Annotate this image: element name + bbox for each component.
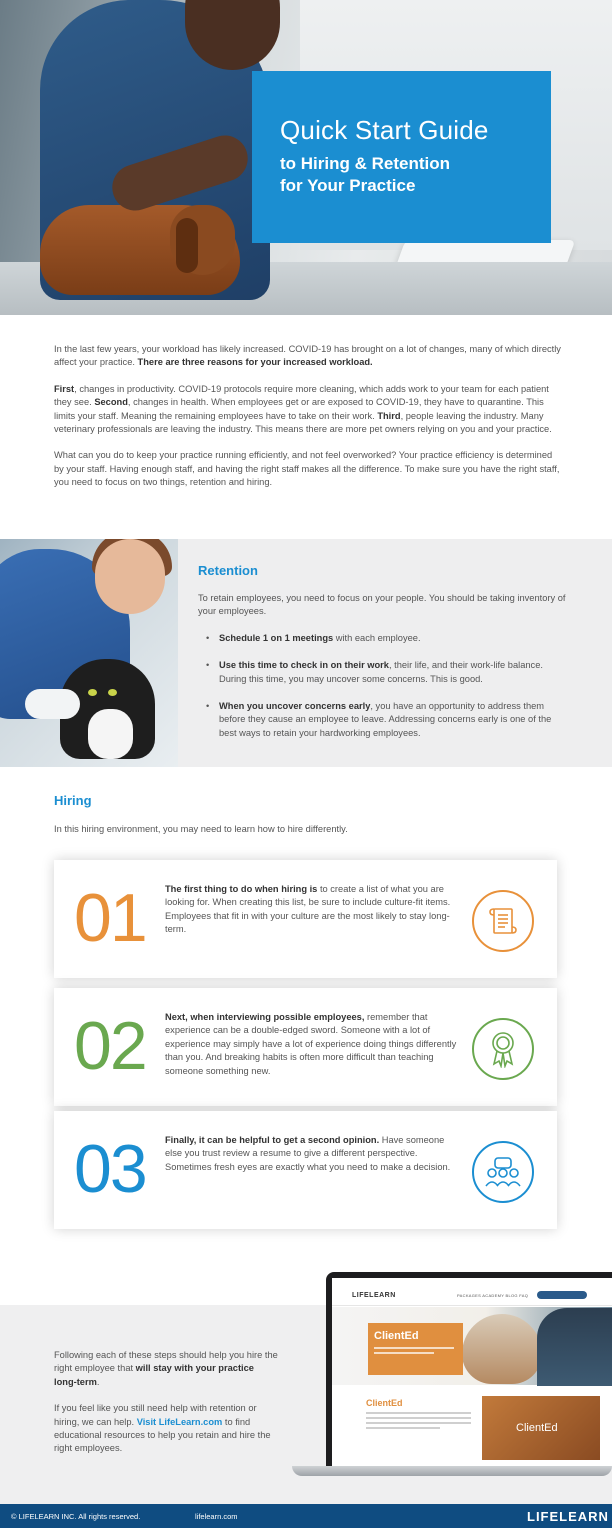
award-ribbon-icon — [472, 1018, 534, 1080]
intro-paragraph-3: What can you do to keep your practice running efficiently, and not feel overworked? Your practice efficiency is determined by your staff. Having enough staff, and having the right staff makes all the difference. To make sure you have the right staff, you need to focus on two things, retention and hiring. — [54, 450, 560, 488]
footer — [0, 1504, 612, 1528]
step-number: 01 — [74, 880, 146, 956]
site-logo: LIFELEARN — [352, 1292, 396, 1299]
intro-section — [54, 343, 564, 503]
retention-intro: To retain employees, you need to focus on your people. You should be taking inventory of your employees. — [198, 593, 566, 617]
closing-paragraph-1: Following each of these steps should help you hire the right employee that will stay with your practice long-term. — [54, 1350, 278, 1387]
group-people-icon — [472, 1141, 534, 1203]
laptop-mockup — [326, 1272, 612, 1477]
step-text: Next, when interviewing possible employees, remember that experience can be a double-edged sword. Someone with a lot of experience may simply have a lot of experience doing things differently than you. And breaking habits is often more difficult than teaching someone something new. — [165, 1012, 457, 1076]
list-item: • Schedule 1 on 1 meetings with each employee. — [206, 632, 568, 645]
hiring-step-2 — [54, 988, 557, 1106]
lifelearn-link[interactable]: Visit LifeLearn.com — [136, 1416, 223, 1427]
vet-with-cat-photo — [0, 539, 178, 767]
step-text: The first thing to do when hiring is to create a list of what you are looking for. When creating this list, be sure to include culture-fit items. Employees that fit in with your culture are the most likely to stay long-term. — [165, 884, 451, 935]
hiring-heading: Hiring — [54, 793, 92, 808]
website-screenshot: LIFELEARN PACKAGES ACADEMY BLOG FAQ ClientEd ClientEd ClientEd — [332, 1278, 612, 1466]
intro-paragraph-1: In the last few years, your workload has likely increased. COVID-19 has brought on a lot of changes, many of which directly affect your practice. There are three reasons for your increased workload. — [54, 344, 561, 368]
site-nav-links: PACKAGES ACADEMY BLOG FAQ — [457, 1293, 529, 1298]
step-text: Finally, it can be helpful to get a second opinion. Have someone else you trust review a resume to give a different perspective. Sometimes fresh eyes are exactly what you need to make a decision. — [165, 1135, 451, 1172]
retention-section — [0, 539, 612, 767]
footer-copyright: © LIFELEARN INC. All rights reserved. — [11, 1512, 141, 1521]
retention-list — [198, 632, 568, 740]
page-title: Quick Start Guide — [280, 115, 489, 145]
footer-url[interactable]: lifelearn.com — [195, 1512, 238, 1521]
closing-paragraph-2: If you feel like you still need help with retention or hiring, we can help. Visit LifeLearn.com to find educational resources to help you retain and hire the right employees. — [54, 1403, 271, 1454]
footer-logo: LIFELEARN — [527, 1509, 609, 1524]
scroll-icon — [472, 890, 534, 952]
hiring-intro: In this hiring environment, you may need to learn how to hire differently. — [54, 824, 348, 834]
hero-title-box — [252, 71, 551, 243]
retention-heading: Retention — [198, 563, 258, 578]
hiring-step-3 — [54, 1111, 557, 1229]
hiring-step-1 — [54, 860, 557, 978]
list-item: • Use this time to check in on their work, their life, and their work-life balance. During this time, you may uncover some concerns. This is good. — [206, 659, 568, 686]
video-thumbnail: ClientEd — [482, 1396, 600, 1460]
step-number: 02 — [74, 1008, 146, 1084]
list-item: • When you uncover concerns early, you have an opportunity to address them before they cause an employee to leave. Addressing concerns early is one of the best ways to retain your hardworking employees. — [206, 700, 568, 740]
step-number: 03 — [74, 1131, 146, 1207]
page-subtitle: to Hiring & Retention for Your Practice — [280, 154, 450, 195]
intro-paragraph-2: First, changes in productivity. COVID-19 protocols require more cleaning, which adds work to your team for each patient they see. Second, changes in health. When employees get or are exposed to COVID-19, they have to quarantine. This limits your staff. Meaning the remaining employees have to take on their work. Third, people leaving the industry. Many veterinary professionals are leaving the industry. This means there are more pet owners relying on you and your practice. — [54, 383, 552, 435]
